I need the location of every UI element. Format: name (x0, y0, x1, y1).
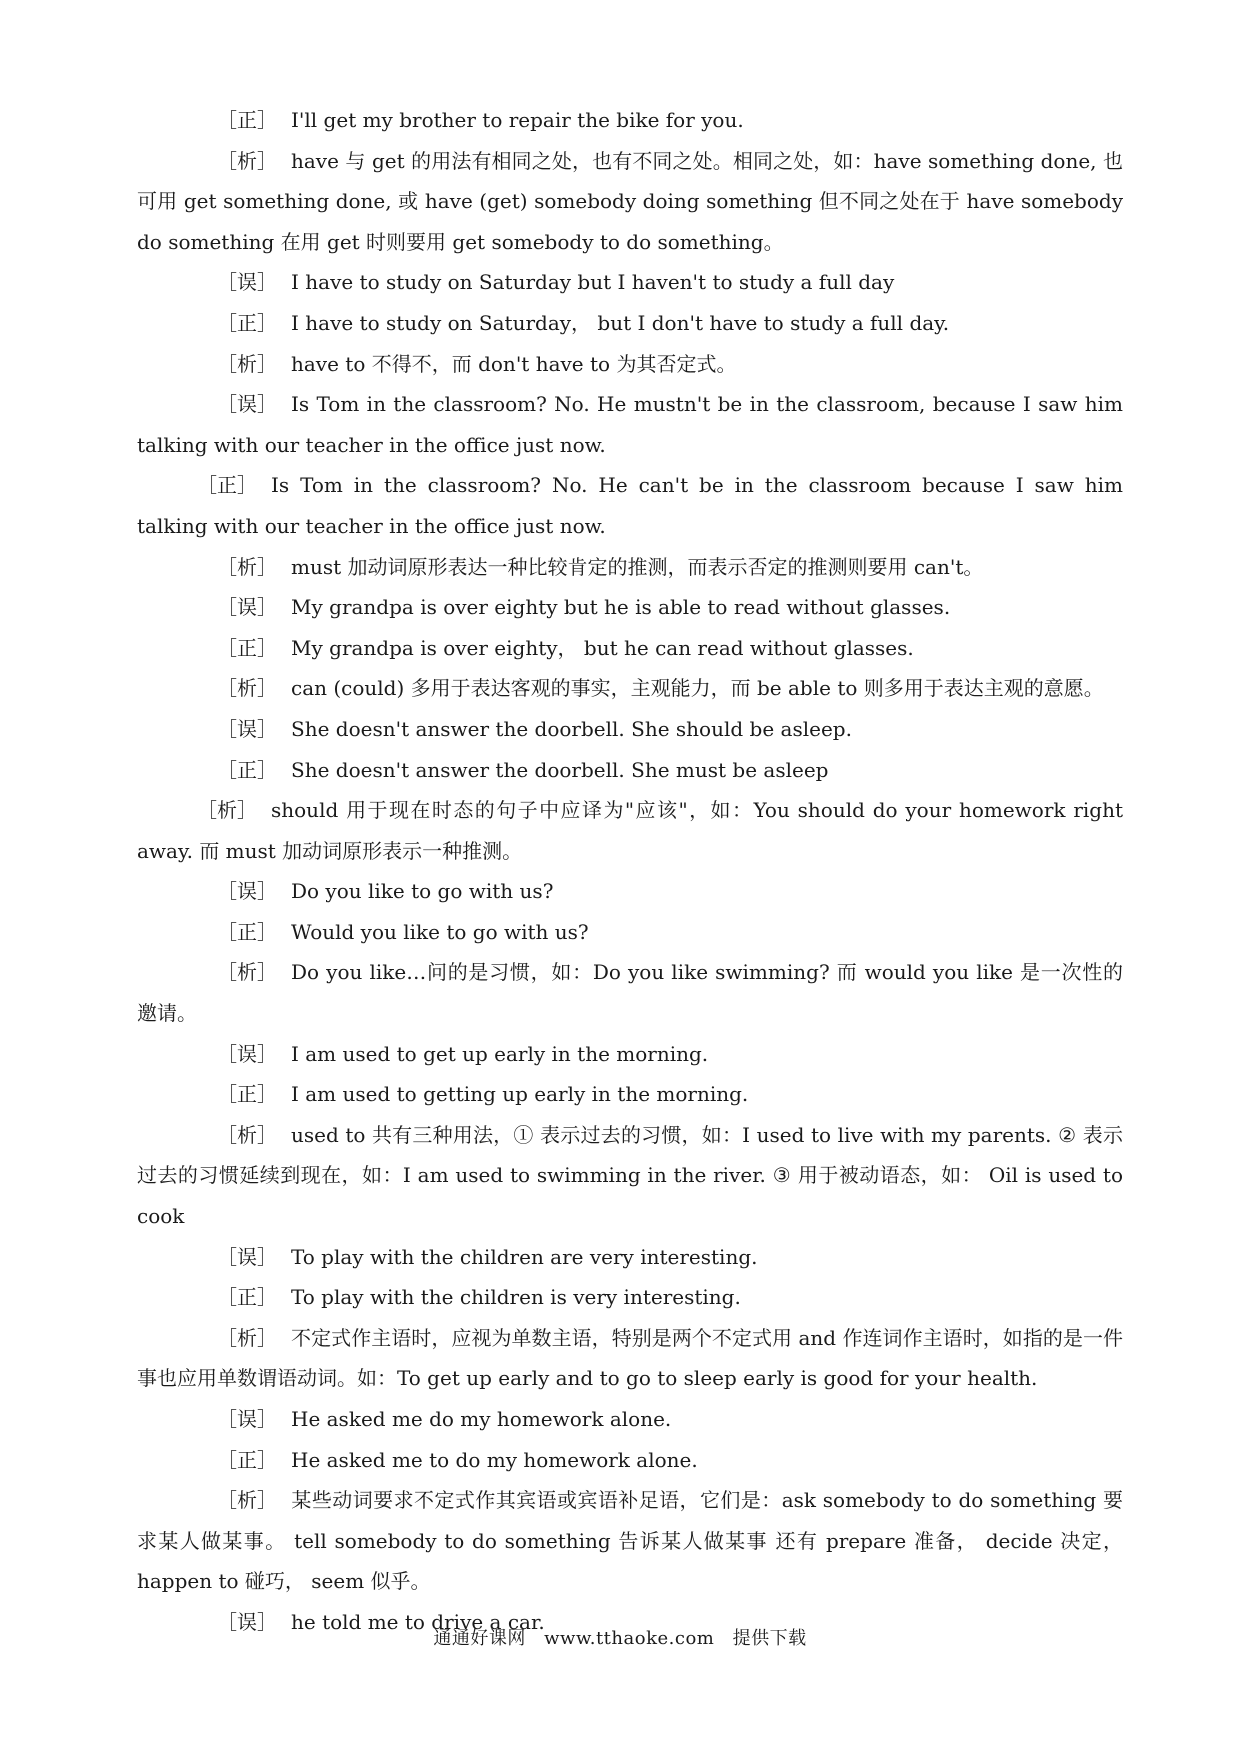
entry-wrong (137, 1399, 1123, 1440)
entry-text: 某些动词要求不定式作其宾语或宾语补足语，它们是：ask somebody to do something 要求某人做某事。 tell somebody to do something 告诉某人做某事 还有 prepare 准备， decide 决定， happen to 碰巧， seem 似乎。 (137, 1488, 1123, 1594)
entry-text: She doesn't answer the doorbell. She must be asleep (291, 757, 829, 782)
entry-tag: ［误］ (217, 1609, 277, 1634)
entry-analysis (137, 952, 1123, 1033)
entry-tag: ［误］ (217, 1041, 277, 1066)
entry-tag: ［正］ (197, 473, 257, 498)
entry-text: She doesn't answer the doorbell. She should be asleep. (291, 716, 852, 741)
footer-note: 提供下载 (732, 1628, 807, 1649)
entry-tag: ［析］ (217, 148, 277, 173)
entry-wrong (137, 1237, 1123, 1278)
entry-text: My grandpa is over eighty， but he can read without glasses. (291, 635, 914, 660)
entry-wrong (137, 587, 1123, 628)
entry-tag: ［析］ (217, 960, 277, 985)
entry-correct (137, 912, 1123, 953)
entry-tag: ［析］ (217, 1488, 277, 1513)
entry-correct (137, 465, 1123, 546)
entry-text: I am used to getting up early in the morning. (291, 1082, 749, 1107)
entry-correct (137, 100, 1123, 141)
entry-tag: ［正］ (217, 635, 277, 660)
entry-text: can (could) 多用于表达客观的事实，主观能力，而 be able to 则多用于表达主观的意愿。 (291, 676, 1104, 701)
entry-analysis (137, 1115, 1123, 1237)
entry-correct (137, 750, 1123, 791)
entry-text: have 与 get 的用法有相同之处，也有不同之处。相同之处，如：have something done, 也可用 get something done, 或 have (get) somebody doing something 但不同之处在于 have somebody do something 在用 get 时则要用 get somebody to do something。 (137, 148, 1123, 254)
entry-text: Would you like to go with us? (291, 919, 589, 944)
entry-text: He asked me do my homework alone. (291, 1407, 672, 1431)
entry-analysis (137, 344, 1123, 385)
entry-analysis (137, 141, 1123, 263)
entry-text: To play with the children are very interesting. (291, 1244, 758, 1269)
entry-text: To play with the children is very interesting. (291, 1285, 741, 1310)
entry-text: Do you like to go with us? (291, 879, 554, 904)
entry-text: he told me to drive a car. (291, 1609, 545, 1634)
entry-analysis (137, 1318, 1123, 1399)
entry-wrong (137, 262, 1123, 303)
document-body (137, 100, 1123, 1643)
footer-url: www.tthaoke.com (544, 1628, 715, 1649)
entry-wrong (137, 871, 1123, 912)
entry-tag: ［误］ (217, 595, 277, 620)
entry-analysis (137, 668, 1123, 709)
entry-correct (137, 1277, 1123, 1318)
page-footer (0, 1627, 1240, 1651)
entry-tag: ［正］ (217, 108, 277, 132)
entry-text: Is Tom in the classroom? No. He can't be in the classroom because I saw him talking with our teacher in the office just now. (137, 473, 1123, 538)
entry-tag: ［误］ (217, 1407, 277, 1431)
entry-correct (137, 628, 1123, 669)
entry-analysis (137, 790, 1123, 871)
entry-text: I'll get my brother to repair the bike for you. (291, 108, 744, 132)
entry-analysis (137, 1480, 1123, 1602)
entry-tag: ［误］ (217, 879, 277, 904)
entry-tag: ［析］ (217, 1325, 277, 1350)
entry-tag: ［误］ (217, 270, 277, 295)
entry-text: He asked me to do my homework alone. (291, 1447, 698, 1472)
entry-text: Do you like…问的是习惯，如：Do you like swimming? 而 would you like 是一次性的邀请。 (137, 960, 1123, 1026)
entry-tag: ［正］ (217, 757, 277, 782)
entry-tag: ［正］ (217, 310, 277, 335)
entry-tag: ［析］ (217, 351, 277, 376)
entry-wrong (137, 1034, 1123, 1075)
entry-tag: ［误］ (217, 716, 277, 741)
entry-text: should 用于现在时态的句子中应译为"应该"，如：You should do your homework right away. 而 must 加动词原形表示一种推测。 (137, 798, 1123, 863)
entry-correct (137, 1074, 1123, 1115)
entry-tag: ［误］ (217, 1244, 277, 1269)
entry-tag: ［误］ (217, 392, 277, 417)
entry-text: My grandpa is over eighty but he is able to read without glasses. (291, 595, 951, 620)
entry-tag: ［正］ (217, 919, 277, 944)
entry-text: I have to study on Saturday but I haven't to study a full day (291, 270, 895, 295)
entry-tag: ［析］ (217, 554, 277, 579)
entry-tag: ［析］ (217, 1122, 277, 1147)
footer-site-name: 通通好课网 (433, 1628, 526, 1649)
entry-analysis (137, 547, 1123, 588)
entry-text: have to 不得不，而 don't have to 为其否定式。 (291, 351, 737, 376)
entry-text: Is Tom in the classroom? No. He mustn't be in the classroom, because I saw him talking with our teacher in the office just now. (137, 392, 1123, 457)
entry-text: must 加动词原形表达一种比较肯定的推测，而表示否定的推测则要用 can't。 (291, 554, 984, 579)
entry-tag: ［析］ (197, 798, 257, 823)
entry-tag: ［析］ (217, 676, 277, 701)
entry-correct (137, 303, 1123, 344)
entry-text: I am used to get up early in the morning. (291, 1041, 709, 1066)
entry-text: I have to study on Saturday， but I don't have to study a full day. (291, 310, 950, 335)
entry-tag: ［正］ (217, 1082, 277, 1107)
entry-tag: ［正］ (217, 1285, 277, 1310)
entry-wrong (137, 709, 1123, 750)
entry-correct (137, 1440, 1123, 1481)
entry-wrong (137, 384, 1123, 465)
entry-text: 不定式作主语时，应视为单数主语，特别是两个不定式用 and 作连词作主语时，如指的是一件事也应用单数谓语动词。如：To get up early and to go to sleep early is good for your health. (137, 1325, 1123, 1391)
entry-tag: ［正］ (217, 1447, 277, 1472)
entry-text: used to 共有三种用法，① 表示过去的习惯，如：I used to live with my parents. ② 表示过去的习惯延续到现在，如：I am used to swimming in the river. ③ 用于被动语态，如： Oil is used to cook (137, 1122, 1123, 1229)
